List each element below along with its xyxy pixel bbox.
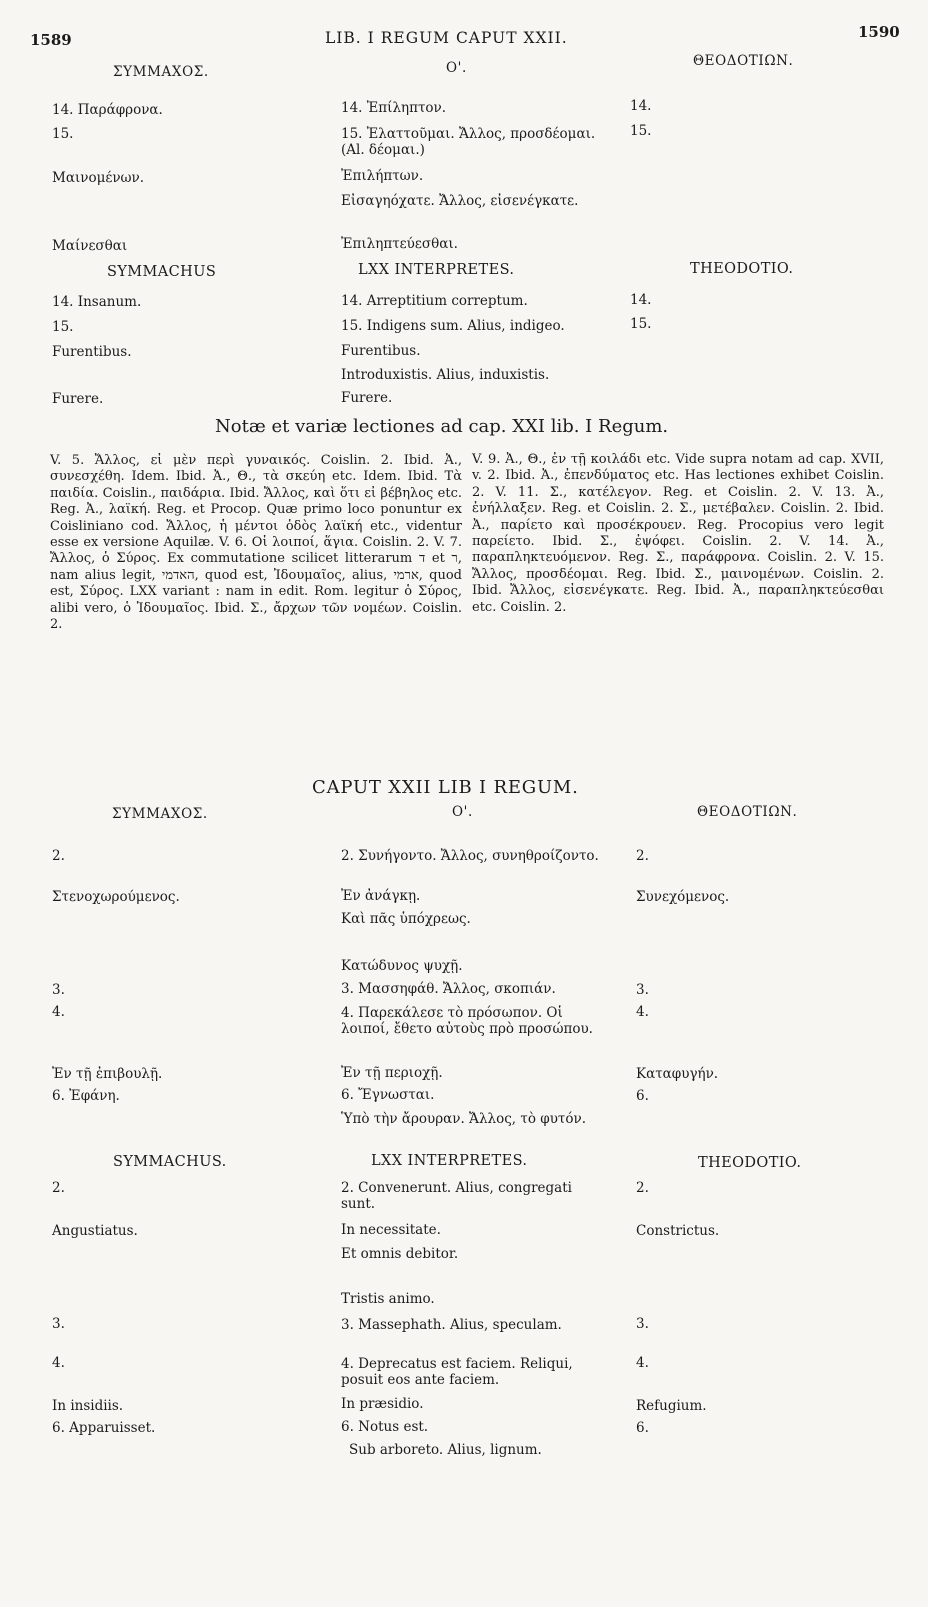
cap-latin-sym-cell: 4. [52,1355,65,1371]
cap-latin-lxx-cell: 6. Notus est. [341,1419,429,1435]
top-latin-sym-cell: 14. Insanum. [52,294,142,310]
cap-latin-theo-cell: 3. [636,1316,649,1332]
col-head-theodotion-greek: ΘΕΟΔΟΤΙΩΝ. [693,53,794,69]
cap-latin-lxx-cell: Et omnis debitor. [341,1246,459,1262]
cap-greek-theo-cell: 3. [636,982,649,998]
cap-latin-lxx-cell: In præsidio. [341,1396,424,1412]
col-head-lxx-greek: O'. [452,804,473,820]
cap-greek-sym-cell: 3. [52,982,65,998]
col-head-theodotion-latin: THEODOTIO. [698,1155,802,1171]
top-greek-sym-cell: 14. Παράφρονα. [52,102,163,118]
top-greek-theo-cell: 14. [630,98,652,114]
col-head-lxx-greek: O'. [446,60,467,76]
cap-greek-sym-cell: 6. Ἐφάνη. [52,1088,120,1104]
cap-greek-theo-cell: Συνεχόμενος. [636,889,730,905]
cap-greek-sym-cell: Ἐν τῇ ἐπιβουλῇ. [52,1066,163,1082]
top-latin-theo-cell: 14. [630,292,652,308]
col-head-theodotion-greek: ΘΕΟΔΟΤΙΩΝ. [697,804,798,820]
top-greek-theo-cell: 15. [630,123,652,139]
top-latin-lxx-cell: Furentibus. [341,343,421,359]
top-latin-sym-cell: Furentibus. [52,344,132,360]
cap-latin-lxx-cell: Tristis animo. [341,1291,435,1307]
col-head-symmachus-greek: ΣΥΜΜΑΧΟΣ. [112,806,208,822]
notes-right-column: V. 9. Ἀ., Θ., ἐν τῇ κοιλάδι etc. Vide supra notam ad cap. XVII, v. 2. Ibid. Ἀ., ἐπενδύματος etc. Has lectiones exhibet Coislin. 2. V. 11. Σ., κατέλεγον. Reg. et Coislin. 2. V. 13. Ἀ., ἐνήλλαξεν. Reg. et Coislin. 2. Σ., μετέβαλεν. Coislin. 2. Ibid. Ἀ., παρίετο καὶ προσέκρουεν. Reg. Procopius vero legit παρείετο. Ibid. Σ., ἐψόφει. Coislin. 2. V. 14. Ἀ., παραπληκτευόμενον. Reg. Σ., παράφρονα. Coislin. 2. V. 15. Ἄλλος, προσδέομαι. Reg. Ibid. Σ., μαινομένων. Coislin. 2. Ibid. Ἄλλος, εἰσενέγκατε. Reg. Ibid. Ἀ., παραπληκτεύεσθαι etc. Coislin. 2. [472,452,884,615]
cap-greek-lxx-cell: Καὶ πᾶς ὑπόχρεως. [341,911,471,927]
left-page-number: 1589 [30,31,72,49]
cap-greek-sym-cell: 4. [52,1004,65,1020]
top-greek-lxx-cell: Ἐπιληπτεύεσθαι. [341,236,458,252]
cap-greek-theo-cell: 2. [636,848,649,864]
top-greek-lxx-cell: Ἐπιλήπτων. [341,168,424,184]
cap-greek-sym-cell: Στενοχωρούμενος. [52,889,180,905]
cap-latin-theo-cell: Constrictus. [636,1223,720,1239]
notes-title: Notæ et variæ lectiones ad cap. XXI lib. I Regum. [215,416,669,437]
top-greek-sym-cell: 15. [52,126,74,142]
top-greek-sym-cell: Μαινομένων. [52,170,145,186]
cap-greek-lxx-cell: 6. Ἔγνωσται. [341,1087,435,1103]
cap-greek-lxx-cell: Ἐν τῇ περιοχῇ. [341,1065,443,1081]
cap-latin-sym-cell: 6. Apparuisset. [52,1420,156,1436]
top-latin-lxx-cell: Introduxistis. Alius, induxistis. [341,367,550,383]
cap-latin-theo-cell: 4. [636,1355,649,1371]
col-head-theodotion-latin: THEODOTIO. [690,261,794,277]
cap-greek-theo-cell: Καταφυγήν. [636,1066,719,1082]
cap-latin-sym-cell: 3. [52,1316,65,1332]
cap-latin-lxx-cell: 4. Deprecatus est faciem. Reliqui, posuit eos ante faciem. [341,1356,573,1389]
cap-latin-theo-cell: 6. [636,1420,649,1436]
cap-greek-lxx-cell: 4. Παρεκάλεσε τὸ πρόσωπον. Οἱ λοιποί, ἔθετο αὐτοὺς πρὸ προσώπου. [341,1005,593,1038]
cap-greek-lxx-cell: Κατώδυνος ψυχῇ. [341,958,463,974]
caput-title: CAPUT XXII LIB I REGUM. [312,777,579,798]
cap-latin-sym-cell: 2. [52,1180,65,1196]
top-latin-lxx-cell: Furere. [341,390,393,406]
cap-greek-lxx-cell: 2. Συνήγοντο. Ἄλλος, συνηθροίζοντο. [341,848,599,864]
col-head-symmachus-latin: SYMMACHUS. [113,1154,227,1170]
top-latin-sym-cell: Furere. [52,391,104,407]
top-latin-theo-cell: 15. [630,316,652,332]
col-head-lxx-latin: LXX INTERPRETES. [358,262,515,278]
cap-greek-theo-cell: 4. [636,1004,649,1020]
notes-left-column: V. 5. Ἄλλος, εἰ μὲν περὶ γυναικός. Coislin. 2. Ibid. Ἀ., συνεσχέθη. Idem. Ibid. Ἀ., Θ., τὰ σκεύη etc. Idem. Ibid. Τὰ παιδία. Coislin., παιδάρια. Ibid. Ἄλλος, καὶ ὅτι εἰ βέβηλος etc. Reg. Ἀ., λαϊκή. Reg. et Procop. Quæ primo loco ponuntur ex Coisliniano cod. Ἄλλος, ἡ μέντοι ὁδὸς λαϊκή etc., videntur esse ex versione Aquilæ. V. 6. Οἱ λοιποί, ἅγια. Coislin. 2. V. 7. Ἄλλος, ὁ Σύρος. Ex commutatione scilicet litterarum ד et ר, nam alius legit, האדמי, quod est, Ἰδουμαῖος, alius, ארמי, quod est, Σύρος. LXX variant : nam in edit. Rom. legitur ὁ Σύρος, alibi vero, ὁ Ἰδουμαῖος. Ibid. Σ., ἄρχων τῶν νομέων. Coislin. 2. [50,453,462,633]
cap-latin-theo-cell: 2. [636,1180,649,1196]
cap-latin-lxx-cell: 2. Convenerunt. Alius, congregati sunt. [341,1180,572,1213]
cap-greek-lxx-cell: Ὑπὸ τὴν ἄρουραν. Ἄλλος, τὸ φυτόν. [341,1111,586,1127]
col-head-lxx-latin: LXX INTERPRETES. [371,1153,528,1169]
cap-latin-lxx-cell: Sub arboreto. Alius, lignum. [349,1442,542,1458]
col-head-symmachus-latin: SYMMACHUS [107,264,217,280]
top-greek-sym-cell: Μαίνεσθαι [52,238,128,254]
running-title: LIB. I REGUM CAPUT XXII. [325,29,568,47]
cap-latin-lxx-cell: 3. Massephath. Alius, speculam. [341,1317,562,1333]
top-latin-lxx-cell: 15. Indigens sum. Alius, indigeo. [341,318,565,334]
cap-latin-sym-cell: Angustiatus. [52,1223,138,1239]
top-greek-lxx-cell: 15. Ἐλαττοῦμαι. Ἄλλος, προσδέομαι. (Al. δέομαι.) [341,126,596,159]
top-latin-lxx-cell: 14. Arreptitium correptum. [341,293,528,309]
cap-greek-lxx-cell: 3. Μασσηφάθ. Ἄλλος, σκοπιάν. [341,981,556,997]
cap-greek-sym-cell: 2. [52,848,65,864]
right-page-number: 1590 [858,23,900,41]
cap-greek-theo-cell: 6. [636,1088,649,1104]
cap-latin-theo-cell: Refugium. [636,1398,707,1414]
top-latin-sym-cell: 15. [52,319,74,335]
top-greek-lxx-cell: 14. Ἐπίληπτον. [341,100,447,116]
cap-greek-lxx-cell: Ἐν ἀνάγκῃ. [341,888,421,904]
cap-latin-sym-cell: In insidiis. [52,1398,124,1414]
cap-latin-lxx-cell: In necessitate. [341,1222,441,1238]
col-head-symmachus-greek: ΣΥΜΜΑΧΟΣ. [113,64,209,80]
top-greek-lxx-cell: Εἰσαγηόχατε. Ἄλλος, εἰσενέγκατε. [341,193,579,209]
